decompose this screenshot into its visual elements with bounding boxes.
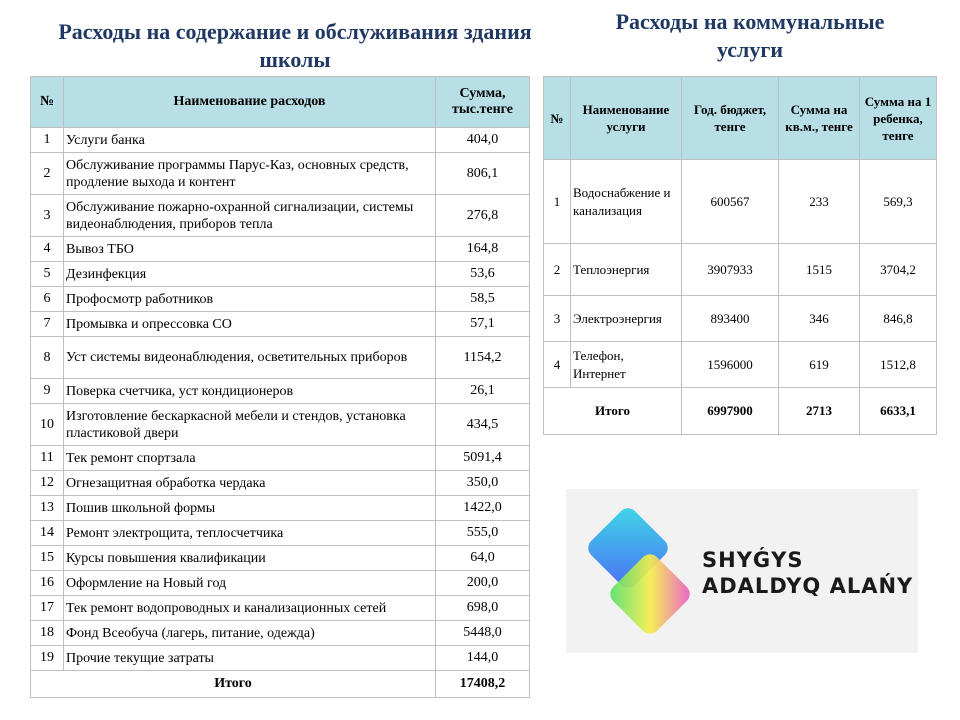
table-header-row (544, 77, 937, 160)
header-num: № (31, 77, 64, 128)
school-expenses-table (30, 76, 530, 698)
row-num: 3 (31, 195, 64, 237)
row-num: 10 (31, 404, 64, 446)
utilities-table (543, 76, 937, 435)
row-num: 8 (31, 337, 64, 379)
row-name: Изготовление бескаркасной мебели и стендов, установка пластиковой двери (64, 404, 436, 446)
row-num: 3 (544, 296, 571, 342)
row-sum: 5091,4 (436, 446, 530, 471)
row-num: 1 (544, 160, 571, 244)
table-row (31, 446, 530, 471)
logo-line-1: SHYǴYS (702, 548, 804, 572)
row-per-sqm: 346 (779, 296, 860, 342)
table-header-row (31, 77, 530, 128)
logo-mark-icon (583, 503, 695, 645)
table-row (31, 379, 530, 404)
right-title: Расходы на коммунальные услуги (615, 9, 885, 62)
table-row (31, 596, 530, 621)
row-sum: 1422,0 (436, 496, 530, 521)
row-per-child: 1512,8 (860, 342, 937, 388)
row-budget: 600567 (682, 160, 779, 244)
row-num: 16 (31, 571, 64, 596)
row-sum: 200,0 (436, 571, 530, 596)
header-name: Наименование расходов (64, 77, 436, 128)
row-name: Электроэнергия (571, 296, 682, 342)
row-num: 4 (31, 237, 64, 262)
row-per-sqm: 1515 (779, 244, 860, 296)
row-per-child: 3704,2 (860, 244, 937, 296)
row-num: 15 (31, 546, 64, 571)
row-num: 19 (31, 646, 64, 671)
table-row (31, 521, 530, 546)
row-name: Прочие текущие затраты (64, 646, 436, 671)
row-per-sqm: 619 (779, 342, 860, 388)
total-sum: 17408,2 (436, 671, 530, 698)
table-row (31, 312, 530, 337)
header-name: Наименование услуги (571, 77, 682, 160)
row-sum: 276,8 (436, 195, 530, 237)
total-label: Итого (544, 388, 682, 435)
table-row (31, 546, 530, 571)
row-num: 2 (544, 244, 571, 296)
row-name: Дезинфекция (64, 262, 436, 287)
table-row (31, 646, 530, 671)
row-sum: 350,0 (436, 471, 530, 496)
left-title: Расходы на содержание и обслуживания здания школы (58, 19, 532, 72)
table-row (544, 342, 937, 388)
row-name: Телефон, Интернет (571, 342, 682, 388)
logo-text (702, 547, 913, 599)
row-sum: 144,0 (436, 646, 530, 671)
row-num: 7 (31, 312, 64, 337)
header-budget: Год. бюджет, тенге (682, 77, 779, 160)
row-budget: 3907933 (682, 244, 779, 296)
table-row (31, 471, 530, 496)
table-row (31, 496, 530, 521)
header-num: № (544, 77, 571, 160)
row-name: Тек ремонт водопроводных и канализационных сетей (64, 596, 436, 621)
row-per-child: 569,3 (860, 160, 937, 244)
table-row (31, 262, 530, 287)
row-sum: 64,0 (436, 546, 530, 571)
header-per-child: Сумма на 1 ребенка, тенге (860, 77, 937, 160)
row-name: Пошив школьной формы (64, 496, 436, 521)
row-name: Курсы повышения квалификации (64, 546, 436, 571)
header-per-sqm: Сумма на кв.м., тенге (779, 77, 860, 160)
row-sum: 555,0 (436, 521, 530, 546)
table-row (31, 337, 530, 379)
table-row (31, 404, 530, 446)
total-budget: 6997900 (682, 388, 779, 435)
row-name: Профосмотр работников (64, 287, 436, 312)
row-name: Огнезащитная обработка чердака (64, 471, 436, 496)
row-num: 12 (31, 471, 64, 496)
row-sum: 1154,2 (436, 337, 530, 379)
table-row (544, 296, 937, 342)
table-row (31, 128, 530, 153)
row-name: Промывка и опрессовка СО (64, 312, 436, 337)
row-name: Обслуживание пожарно-охранной сигнализации, системы видеонаблюдения, приборов тепла (64, 195, 436, 237)
total-per-sqm: 2713 (779, 388, 860, 435)
row-name: Оформление на Новый год (64, 571, 436, 596)
row-name: Тек ремонт спортзала (64, 446, 436, 471)
logo-line-2: ADALDYQ ALAŃY (702, 574, 914, 598)
row-num: 4 (544, 342, 571, 388)
row-num: 1 (31, 128, 64, 153)
row-name: Фонд Всеобуча (лагерь, питание, одежда) (64, 621, 436, 646)
row-name: Водоснабжение и канализация (571, 160, 682, 244)
row-sum: 26,1 (436, 379, 530, 404)
row-sum: 5448,0 (436, 621, 530, 646)
row-sum: 53,6 (436, 262, 530, 287)
row-sum: 164,8 (436, 237, 530, 262)
row-budget: 1596000 (682, 342, 779, 388)
table-row (31, 287, 530, 312)
row-num: 13 (31, 496, 64, 521)
table-row (31, 571, 530, 596)
total-label: Итого (31, 671, 436, 698)
header-sum: Сумма, тыс.тенге (436, 77, 530, 128)
row-num: 18 (31, 621, 64, 646)
row-sum: 434,5 (436, 404, 530, 446)
row-num: 6 (31, 287, 64, 312)
table-row (31, 621, 530, 646)
table-row (31, 153, 530, 195)
row-num: 17 (31, 596, 64, 621)
row-name: Уст системы видеонаблюдения, осветительных приборов (64, 337, 436, 379)
row-name: Поверка счетчика, уст кондиционеров (64, 379, 436, 404)
row-sum: 404,0 (436, 128, 530, 153)
row-sum: 57,1 (436, 312, 530, 337)
row-name: Вывоз ТБО (64, 237, 436, 262)
total-row (31, 671, 530, 698)
row-per-child: 846,8 (860, 296, 937, 342)
row-sum: 58,5 (436, 287, 530, 312)
total-row (544, 388, 937, 435)
row-num: 5 (31, 262, 64, 287)
table-row (544, 160, 937, 244)
row-sum: 698,0 (436, 596, 530, 621)
row-per-sqm: 233 (779, 160, 860, 244)
table-row (31, 195, 530, 237)
total-per-child: 6633,1 (860, 388, 937, 435)
table-row (544, 244, 937, 296)
row-name: Ремонт электрощита, теплосчетчика (64, 521, 436, 546)
row-name: Услуги банка (64, 128, 436, 153)
row-name: Теплоэнергия (571, 244, 682, 296)
row-num: 11 (31, 446, 64, 471)
row-num: 2 (31, 153, 64, 195)
table-row (31, 237, 530, 262)
row-budget: 893400 (682, 296, 779, 342)
row-num: 9 (31, 379, 64, 404)
row-sum: 806,1 (436, 153, 530, 195)
row-name: Обслуживание программы Парус-Каз, основных средств, продление выхода и контент (64, 153, 436, 195)
row-num: 14 (31, 521, 64, 546)
